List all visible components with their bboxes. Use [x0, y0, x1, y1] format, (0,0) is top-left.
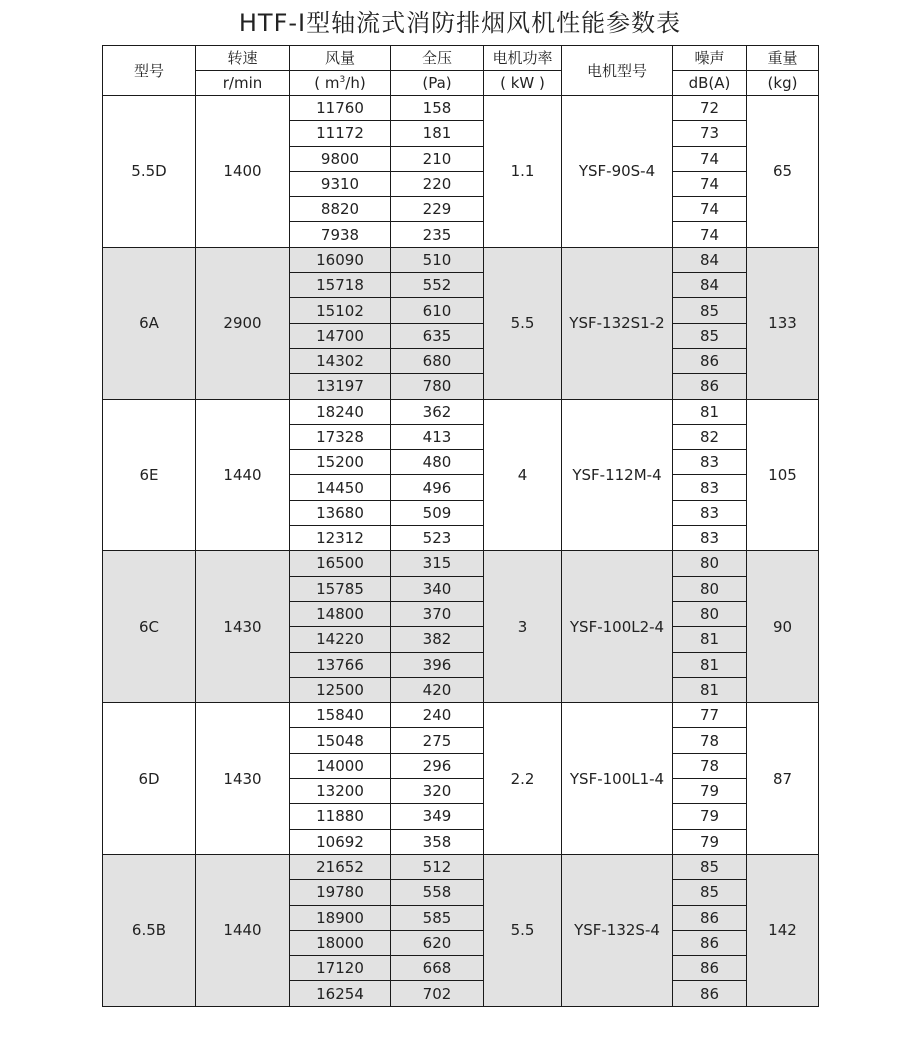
- noise-cell: 83: [673, 526, 747, 551]
- noise-cell: 86: [673, 956, 747, 981]
- pressure-cell: 158: [391, 96, 484, 121]
- model-cell: 6C: [103, 551, 196, 703]
- header-motor: 电机型号: [562, 46, 673, 96]
- table-body: [103, 96, 819, 1007]
- airflow-cell: 12500: [290, 677, 391, 702]
- noise-cell: 83: [673, 475, 747, 500]
- pressure-cell: 320: [391, 779, 484, 804]
- noise-cell: 78: [673, 753, 747, 778]
- noise-cell: 73: [673, 121, 747, 146]
- airflow-unit-pre: ( m: [314, 74, 340, 92]
- header-power-unit: ( kW ): [484, 71, 562, 96]
- airflow-cell: 11760: [290, 96, 391, 121]
- performance-table: [102, 45, 819, 1007]
- noise-cell: 79: [673, 829, 747, 854]
- pressure-cell: 668: [391, 956, 484, 981]
- noise-cell: 74: [673, 146, 747, 171]
- page-title: HTF-I型轴流式消防排烟风机性能参数表: [238, 9, 682, 37]
- noise-cell: 81: [673, 652, 747, 677]
- weight-cell: 142: [747, 854, 819, 1006]
- header-noise-unit: dB(A): [673, 71, 747, 96]
- pressure-cell: 413: [391, 424, 484, 449]
- motor-cell: YSF-112M-4: [562, 399, 673, 551]
- motor-cell: YSF-100L2-4: [562, 551, 673, 703]
- pressure-cell: 210: [391, 146, 484, 171]
- pressure-cell: 512: [391, 854, 484, 879]
- header-noise: 噪声: [673, 46, 747, 71]
- pressure-cell: 382: [391, 627, 484, 652]
- airflow-cell: 14450: [290, 475, 391, 500]
- pressure-cell: 635: [391, 323, 484, 348]
- pressure-cell: 620: [391, 930, 484, 955]
- airflow-cell: 13200: [290, 779, 391, 804]
- pressure-cell: 370: [391, 601, 484, 626]
- noise-cell: 85: [673, 880, 747, 905]
- noise-cell: 81: [673, 627, 747, 652]
- table-row: [103, 854, 819, 879]
- airflow-unit-sup: 3: [339, 75, 346, 85]
- pressure-cell: 558: [391, 880, 484, 905]
- pressure-cell: 229: [391, 197, 484, 222]
- airflow-cell: 7938: [290, 222, 391, 247]
- table-row: [103, 703, 819, 728]
- pressure-cell: 523: [391, 526, 484, 551]
- pressure-cell: 420: [391, 677, 484, 702]
- pressure-cell: 235: [391, 222, 484, 247]
- noise-cell: 78: [673, 728, 747, 753]
- airflow-cell: 19780: [290, 880, 391, 905]
- motor-cell: YSF-90S-4: [562, 96, 673, 248]
- airflow-cell: 14700: [290, 323, 391, 348]
- airflow-cell: 16500: [290, 551, 391, 576]
- airflow-cell: 18900: [290, 905, 391, 930]
- power-cell: 5.5: [484, 247, 562, 399]
- speed-cell: 1440: [196, 854, 290, 1006]
- airflow-cell: 18000: [290, 930, 391, 955]
- airflow-cell: 14220: [290, 627, 391, 652]
- noise-cell: 85: [673, 854, 747, 879]
- pressure-cell: 275: [391, 728, 484, 753]
- pressure-cell: 610: [391, 298, 484, 323]
- noise-cell: 74: [673, 222, 747, 247]
- motor-cell: YSF-132S1-2: [562, 247, 673, 399]
- pressure-cell: 349: [391, 804, 484, 829]
- noise-cell: 74: [673, 171, 747, 196]
- table-row: [103, 399, 819, 424]
- noise-cell: 80: [673, 551, 747, 576]
- airflow-cell: 13197: [290, 374, 391, 399]
- pressure-cell: 496: [391, 475, 484, 500]
- airflow-cell: 15048: [290, 728, 391, 753]
- noise-cell: 82: [673, 424, 747, 449]
- airflow-cell: 15200: [290, 450, 391, 475]
- airflow-cell: 14800: [290, 601, 391, 626]
- airflow-cell: 13766: [290, 652, 391, 677]
- airflow-cell: 17328: [290, 424, 391, 449]
- power-cell: 4: [484, 399, 562, 551]
- airflow-cell: 12312: [290, 526, 391, 551]
- header-weight: 重量: [747, 46, 819, 71]
- airflow-cell: 18240: [290, 399, 391, 424]
- pressure-cell: 396: [391, 652, 484, 677]
- noise-cell: 80: [673, 601, 747, 626]
- airflow-cell: 14302: [290, 348, 391, 373]
- weight-cell: 87: [747, 703, 819, 855]
- model-cell: 6.5B: [103, 854, 196, 1006]
- airflow-cell: 15102: [290, 298, 391, 323]
- airflow-cell: 10692: [290, 829, 391, 854]
- pressure-cell: 510: [391, 247, 484, 272]
- header-airflow-unit: [290, 71, 391, 96]
- airflow-cell: 16090: [290, 247, 391, 272]
- speed-cell: 1430: [196, 551, 290, 703]
- weight-cell: 105: [747, 399, 819, 551]
- model-cell: 6D: [103, 703, 196, 855]
- airflow-unit-post: /h): [345, 74, 366, 92]
- power-cell: 5.5: [484, 854, 562, 1006]
- airflow-cell: 15785: [290, 576, 391, 601]
- header-pressure: 全压: [391, 46, 484, 71]
- airflow-cell: 11880: [290, 804, 391, 829]
- header-speed-unit: r/min: [196, 71, 290, 96]
- pressure-cell: 340: [391, 576, 484, 601]
- table-header: [103, 46, 819, 96]
- pressure-cell: 680: [391, 348, 484, 373]
- header-pressure-unit: (Pa): [391, 71, 484, 96]
- airflow-cell: 15840: [290, 703, 391, 728]
- noise-cell: 81: [673, 399, 747, 424]
- noise-cell: 74: [673, 197, 747, 222]
- pressure-cell: 296: [391, 753, 484, 778]
- pressure-cell: 780: [391, 374, 484, 399]
- model-cell: 5.5D: [103, 96, 196, 248]
- speed-cell: 1440: [196, 399, 290, 551]
- weight-cell: 90: [747, 551, 819, 703]
- header-speed: 转速: [196, 46, 290, 71]
- power-cell: 1.1: [484, 96, 562, 248]
- pressure-cell: 358: [391, 829, 484, 854]
- noise-cell: 83: [673, 500, 747, 525]
- noise-cell: 79: [673, 779, 747, 804]
- airflow-cell: 13680: [290, 500, 391, 525]
- pressure-cell: 315: [391, 551, 484, 576]
- power-cell: 2.2: [484, 703, 562, 855]
- airflow-cell: 16254: [290, 981, 391, 1006]
- airflow-cell: 15718: [290, 273, 391, 298]
- airflow-cell: 9800: [290, 146, 391, 171]
- airflow-cell: 8820: [290, 197, 391, 222]
- pressure-cell: 480: [391, 450, 484, 475]
- table-row: [103, 551, 819, 576]
- table-row: [103, 96, 819, 121]
- noise-cell: 86: [673, 905, 747, 930]
- pressure-cell: 181: [391, 121, 484, 146]
- noise-cell: 86: [673, 348, 747, 373]
- pressure-cell: 702: [391, 981, 484, 1006]
- pressure-cell: 240: [391, 703, 484, 728]
- noise-cell: 84: [673, 247, 747, 272]
- header-model: 型号: [103, 46, 196, 96]
- noise-cell: 84: [673, 273, 747, 298]
- power-cell: 3: [484, 551, 562, 703]
- weight-cell: 65: [747, 96, 819, 248]
- noise-cell: 79: [673, 804, 747, 829]
- motor-cell: YSF-132S-4: [562, 854, 673, 1006]
- noise-cell: 77: [673, 703, 747, 728]
- airflow-cell: 17120: [290, 956, 391, 981]
- pressure-cell: 585: [391, 905, 484, 930]
- header-power: 电机功率: [484, 46, 562, 71]
- motor-cell: YSF-100L1-4: [562, 703, 673, 855]
- speed-cell: 1430: [196, 703, 290, 855]
- noise-cell: 86: [673, 374, 747, 399]
- pressure-cell: 220: [391, 171, 484, 196]
- noise-cell: 81: [673, 677, 747, 702]
- noise-cell: 85: [673, 323, 747, 348]
- noise-cell: 86: [673, 981, 747, 1006]
- header-airflow: 风量: [290, 46, 391, 71]
- noise-cell: 83: [673, 450, 747, 475]
- speed-cell: 2900: [196, 247, 290, 399]
- speed-cell: 1400: [196, 96, 290, 248]
- airflow-cell: 11172: [290, 121, 391, 146]
- model-cell: 6A: [103, 247, 196, 399]
- noise-cell: 72: [673, 96, 747, 121]
- weight-cell: 133: [747, 247, 819, 399]
- airflow-cell: 21652: [290, 854, 391, 879]
- table-row: [103, 247, 819, 272]
- noise-cell: 85: [673, 298, 747, 323]
- pressure-cell: 509: [391, 500, 484, 525]
- pressure-cell: 552: [391, 273, 484, 298]
- noise-cell: 80: [673, 576, 747, 601]
- airflow-cell: 14000: [290, 753, 391, 778]
- pressure-cell: 362: [391, 399, 484, 424]
- model-cell: 6E: [103, 399, 196, 551]
- header-weight-unit: (kg): [747, 71, 819, 96]
- noise-cell: 86: [673, 930, 747, 955]
- airflow-cell: 9310: [290, 171, 391, 196]
